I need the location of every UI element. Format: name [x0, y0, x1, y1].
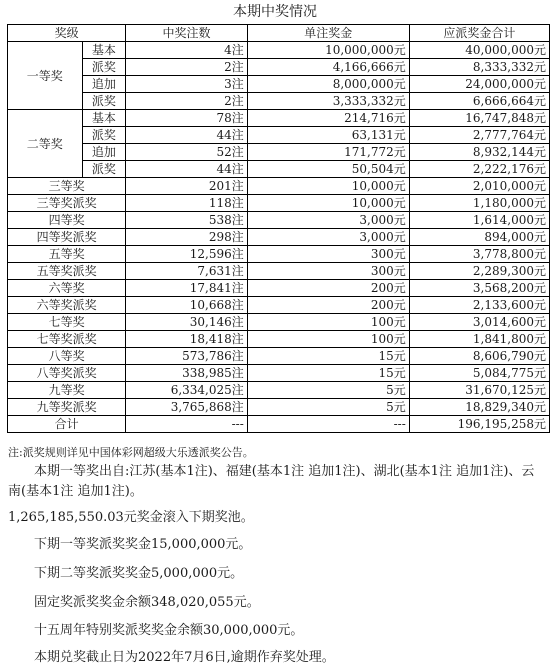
- unit-amount: 214,716元: [247, 110, 409, 127]
- unit-amount: 8,000,000元: [247, 76, 409, 93]
- table-row: [8, 280, 550, 297]
- total-amount: 31,670,125元: [409, 382, 549, 399]
- total-count: ---: [126, 416, 248, 433]
- paragraph-next-first-bonus: 下期一等奖派奖奖金15,000,000元。: [34, 537, 252, 552]
- total-amount: 8,333,332元: [409, 59, 549, 76]
- table-row: [8, 263, 550, 280]
- prize-level-name: 三等奖派奖: [8, 195, 126, 212]
- unit-amount: 10,000元: [247, 195, 409, 212]
- header-cell-level: 奖级: [8, 25, 126, 42]
- paragraph-next-second-bonus: 下期二等奖派奖奖金5,000,000元。: [34, 566, 244, 581]
- header-cell-count: 中奖注数: [126, 25, 248, 42]
- unit-amount: 300元: [247, 246, 409, 263]
- prize-sub-type: 追加: [82, 144, 126, 161]
- winner-count: 17,841注: [126, 280, 248, 297]
- unit-amount: 100元: [247, 314, 409, 331]
- table-row: [8, 365, 550, 382]
- prize-level-name: 三等奖: [8, 178, 126, 195]
- total-amount: 16,747,848元: [409, 110, 549, 127]
- total-amount: 2,222,176元: [409, 161, 549, 178]
- table-row: [8, 399, 550, 416]
- table-row: [8, 348, 550, 365]
- unit-amount: 3,000元: [247, 212, 409, 229]
- paragraph-anniversary-balance: 十五周年特别奖派奖奖金余额30,000,000元。: [34, 623, 304, 638]
- unit-amount: 3,333,332元: [247, 93, 409, 110]
- unit-amount: 5元: [247, 399, 409, 416]
- paragraph-fixed-bonus-balance: 固定奖派奖奖金余额348,020,055元。: [34, 595, 260, 610]
- table-row: [8, 76, 550, 93]
- prize-level-name: 五等奖派奖: [8, 263, 126, 280]
- prize-level-name: 一等奖: [8, 42, 83, 110]
- prize-sub-type: 派奖: [82, 59, 126, 76]
- total-amount: 3,014,600元: [409, 314, 549, 331]
- unit-amount: 63,131元: [247, 127, 409, 144]
- table-row: [8, 59, 550, 76]
- header-cell-total: 应派奖金合计: [409, 25, 549, 42]
- winner-count: 52注: [126, 144, 248, 161]
- total-amount: 2,133,600元: [409, 297, 549, 314]
- prize-level-name: 七等奖派奖: [8, 331, 126, 348]
- table-row: [8, 297, 550, 314]
- table-row: [8, 110, 550, 127]
- winner-count: 3,765,868注: [126, 399, 248, 416]
- winner-count: 7,631注: [126, 263, 248, 280]
- table-row: [8, 246, 550, 263]
- winner-count: 118注: [126, 195, 248, 212]
- total-amount: 2,777,764元: [409, 127, 549, 144]
- winner-count: 2注: [126, 59, 248, 76]
- prize-sub-type: 派奖: [82, 161, 126, 178]
- unit-amount: 15元: [247, 365, 409, 382]
- unit-amount: 200元: [247, 280, 409, 297]
- prize-level-name: 六等奖派奖: [8, 297, 126, 314]
- prize-sub-type: 基本: [82, 110, 126, 127]
- prize-level-name: 八等奖派奖: [8, 365, 126, 382]
- table-row: [8, 195, 550, 212]
- winner-count: 573,786注: [126, 348, 248, 365]
- table-row: [8, 178, 550, 195]
- total-amount: 24,000,000元: [409, 76, 549, 93]
- total-amount: 8,606,790元: [409, 348, 549, 365]
- table-footnote: 注:派奖规则详见中国体彩网超级大乐透派奖公告。: [8, 446, 254, 459]
- total-amount: 1,614,000元: [409, 212, 549, 229]
- prize-level-name: 九等奖派奖: [8, 399, 126, 416]
- unit-amount: 171,772元: [247, 144, 409, 161]
- unit-amount: 300元: [247, 263, 409, 280]
- total-amount: 1,180,000元: [409, 195, 549, 212]
- table-row: [8, 229, 550, 246]
- prize-level-name: 五等奖: [8, 246, 126, 263]
- winner-count: 4注: [126, 42, 248, 59]
- table-header-row: [8, 25, 550, 42]
- winner-count: 44注: [126, 127, 248, 144]
- table-row: [8, 93, 550, 110]
- paragraph-claim-deadline: 本期兑奖截止日为2022年7月6日,逾期作弃奖处理。: [34, 650, 335, 665]
- table-row: [8, 314, 550, 331]
- table-row: [8, 144, 550, 161]
- prize-level-name: 四等奖派奖: [8, 229, 126, 246]
- winner-count: 3注: [126, 76, 248, 93]
- unit-amount: 50,504元: [247, 161, 409, 178]
- total-row: [8, 416, 550, 433]
- winner-count: 6,334,025注: [126, 382, 248, 399]
- winner-count: 201注: [126, 178, 248, 195]
- unit-amount: 15元: [247, 348, 409, 365]
- prize-level-name: 八等奖: [8, 348, 126, 365]
- winner-count: 18,418注: [126, 331, 248, 348]
- other-prize-rows: [8, 178, 550, 416]
- total-amount: 2,289,300元: [409, 263, 549, 280]
- total-label: 合计: [8, 416, 126, 433]
- unit-amount: 4,166,666元: [247, 59, 409, 76]
- total-unit-amount: ---: [247, 416, 409, 433]
- total-amount: 6,666,664元: [409, 93, 549, 110]
- header-cell-amount: 单注奖金: [247, 25, 409, 42]
- table-row: [8, 127, 550, 144]
- prize-level-name: 六等奖: [8, 280, 126, 297]
- prize-sub-type: 派奖: [82, 93, 126, 110]
- prize-sub-type: 派奖: [82, 127, 126, 144]
- unit-amount: 200元: [247, 297, 409, 314]
- winner-count: 44注: [126, 161, 248, 178]
- winner-count: 30,146注: [126, 314, 248, 331]
- paragraph-rollover: 1,265,185,550.03元奖金滚入下期奖池。: [8, 510, 254, 525]
- table-row: [8, 42, 550, 59]
- unit-amount: 10,000元: [247, 178, 409, 195]
- prize-sub-type: 基本: [82, 42, 126, 59]
- unit-amount: 10,000,000元: [247, 42, 409, 59]
- total-amount: 3,778,800元: [409, 246, 549, 263]
- winner-count: 338,985注: [126, 365, 248, 382]
- total-amount: 5,084,775元: [409, 365, 549, 382]
- total-amount: 1,841,800元: [409, 331, 549, 348]
- winner-count: 10,668注: [126, 297, 248, 314]
- winner-count: 298注: [126, 229, 248, 246]
- table-row: [8, 161, 550, 178]
- table-row: [8, 382, 550, 399]
- total-amount: 8,932,144元: [409, 144, 549, 161]
- total-amount: 2,010,000元: [409, 178, 549, 195]
- total-amount: 18,829,340元: [409, 399, 549, 416]
- unit-amount: 5元: [247, 382, 409, 399]
- prize-sub-type: 追加: [82, 76, 126, 93]
- prize-level-name: 九等奖: [8, 382, 126, 399]
- total-amount: 3,568,200元: [409, 280, 549, 297]
- table-row: [8, 331, 550, 348]
- paragraph-first-prize-origin: 本期一等奖出自:江苏(基本1注)、福建(基本1注 追加1注)、湖北(基本1注 追加1注)、云南(基本1注 追加1注)。: [8, 464, 535, 499]
- table-row: [8, 212, 550, 229]
- prize-table: [7, 24, 550, 433]
- unit-amount: 100元: [247, 331, 409, 348]
- prize-level-name: 二等奖: [8, 110, 83, 178]
- winner-count: 2注: [126, 93, 248, 110]
- winner-count: 538注: [126, 212, 248, 229]
- page-title: 本期中奖情况: [233, 4, 317, 20]
- total-amount: 894,000元: [409, 229, 549, 246]
- unit-amount: 3,000元: [247, 229, 409, 246]
- prize-level-name: 七等奖: [8, 314, 126, 331]
- total-amount: 40,000,000元: [409, 42, 549, 59]
- winner-count: 12,596注: [126, 246, 248, 263]
- winner-count: 78注: [126, 110, 248, 127]
- grand-total-amount: 196,195,258元: [409, 416, 549, 433]
- prize-level-name: 四等奖: [8, 212, 126, 229]
